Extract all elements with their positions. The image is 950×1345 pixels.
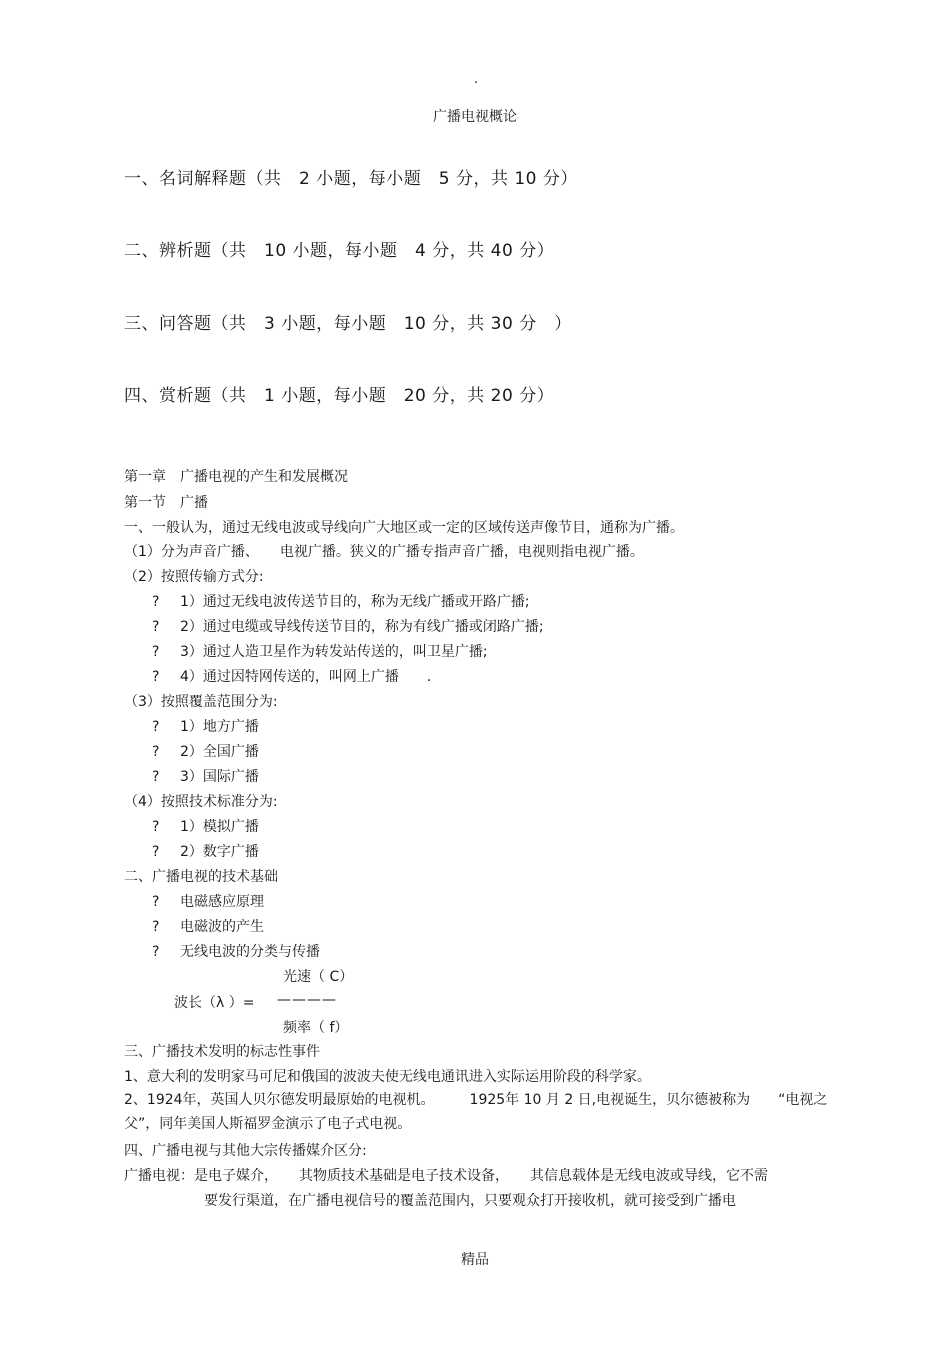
- tech-basis-heading: 二、广播电视的技术基础: [124, 869, 278, 885]
- list-item: ? 1）通过无线电波传送节目的，称为无线广播或开路广播;: [152, 594, 530, 610]
- formula-fraction-bar: ————: [277, 992, 337, 1008]
- category-2-heading: （2）按照传输方式分:: [124, 569, 264, 585]
- bullet-glyph: ?: [152, 819, 160, 835]
- exam-section-1: 一、名词解释题（共 2 小题，每小题 5 分，共 10 分）: [124, 169, 578, 189]
- bullet-glyph: ?: [152, 619, 160, 635]
- media-comparison-heading: 四、广播电视与其他大宗传播媒介区分:: [124, 1143, 367, 1159]
- list-item: ? 1）模拟广播: [152, 819, 259, 835]
- chapter-heading: 第一章 广播电视的产生和发展概况: [124, 469, 348, 485]
- formula-denominator: 频率（ f）: [283, 1020, 349, 1036]
- list-item: ? 2）通过电缆或导线传送节目的，称为有线广播或闭路广播;: [152, 619, 544, 635]
- bullet-glyph: ?: [152, 844, 160, 860]
- list-item: ? 电磁波的产生: [152, 919, 264, 935]
- category-1: （1）分为声音广播、 电视广播。狭义的广播专指声音广播，电视则指电视广播。: [124, 544, 644, 560]
- list-item: ? 3）国际广播: [152, 769, 259, 785]
- bullet-glyph: ?: [152, 894, 160, 910]
- document-title: 广播电视概论: [433, 109, 517, 125]
- media-comparison-line-1: 广播电视：是电子媒介， 其物质技术基础是电子技术设备， 其信息载体是无线电波或导线，它不需: [124, 1168, 768, 1184]
- section-heading: 第一节 广播: [124, 495, 208, 511]
- page-footer: 精品: [461, 1252, 489, 1268]
- list-item: ? 2）数字广播: [152, 844, 259, 860]
- list-item: ? 电磁感应原理: [152, 894, 264, 910]
- formula-numerator: 光速（ C）: [283, 969, 354, 985]
- bullet-glyph: ?: [152, 669, 160, 685]
- definition-paragraph: 一、一般认为，通过无线电波或导线向广大地区或一定的区域传送声像节目，通称为广播。: [124, 520, 684, 536]
- exam-section-3: 三、问答题（共 3 小题，每小题 10 分，共 30 分 ）: [124, 314, 572, 334]
- milestone-2: 2、1924年，英国人贝尔德发明最原始的电视机。 1925年 10 月 2 日,电视诞生，贝尔德被称为 “电视之父”，同年美国人斯福罗金演示了电子式电视。: [124, 1092, 828, 1132]
- header-mark: .: [474, 72, 479, 87]
- bullet-glyph: ?: [152, 719, 160, 735]
- milestone-1: 1、意大利的发明家马可尼和俄国的波波夫使无线电通讯进入实际运用阶段的科学家。: [124, 1069, 651, 1085]
- list-item: ? 1）地方广播: [152, 719, 259, 735]
- bullet-glyph: ?: [152, 644, 160, 660]
- list-item: ? 无线电波的分类与传播: [152, 944, 320, 960]
- bullet-glyph: ?: [152, 769, 160, 785]
- category-4-heading: （4）按照技术标准分为:: [124, 794, 278, 810]
- milestones-heading: 三、广播技术发明的标志性事件: [124, 1044, 320, 1060]
- exam-section-2: 二、辨析题（共 10 小题，每小题 4 分，共 40 分）: [124, 241, 555, 261]
- bullet-glyph: ?: [152, 744, 160, 760]
- category-3-heading: （3）按照覆盖范围分为:: [124, 694, 278, 710]
- bullet-glyph: ?: [152, 919, 160, 935]
- bullet-glyph: ?: [152, 944, 160, 960]
- exam-section-4: 四、赏析题（共 1 小题，每小题 20 分，共 20 分）: [124, 386, 555, 406]
- list-item: ? 2）全国广播: [152, 744, 259, 760]
- list-item: ? 3）通过人造卫星作为转发站传送的，叫卫星广播;: [152, 644, 488, 660]
- formula-lhs: 波长（λ ）=: [174, 995, 255, 1011]
- bullet-glyph: ?: [152, 594, 160, 610]
- media-comparison-line-2: 要发行渠道，在广播电视信号的覆盖范围内，只要观众打开接收机，就可接受到广播电: [204, 1193, 736, 1209]
- list-item: ? 4）通过因特网传送的，叫网上广播 .: [152, 669, 432, 685]
